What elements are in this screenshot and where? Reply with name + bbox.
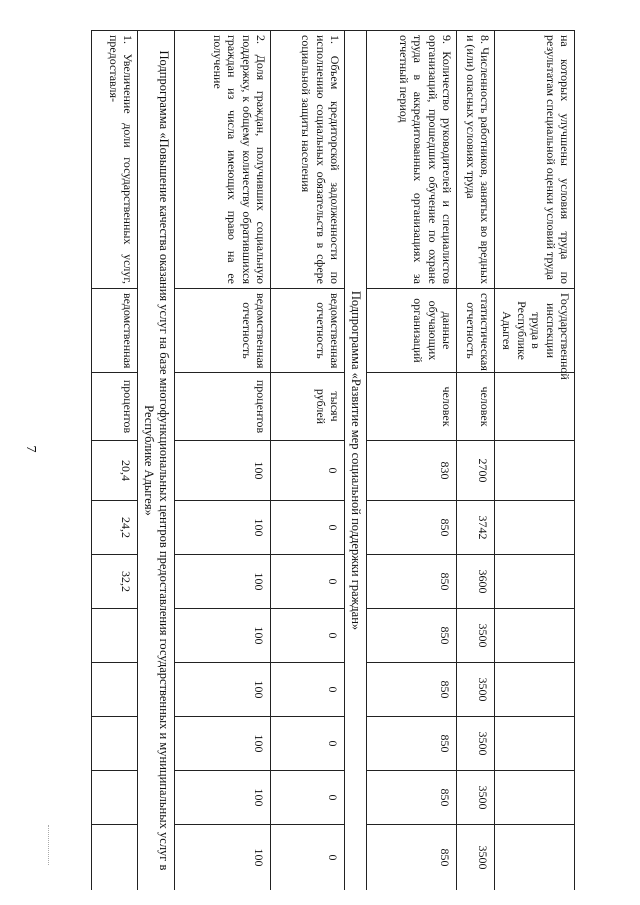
- value-cell: 100: [175, 441, 271, 501]
- indicator-name-cell: 1. Объем кредиторской задолженности по исполнению социальных обязательств в сфере социальной защиты населения: [271, 31, 345, 289]
- value-cell: [495, 663, 575, 717]
- value-cell: [495, 771, 575, 825]
- value-cell: 850: [367, 771, 457, 825]
- document-body: [55, 30, 575, 890]
- value-cell: 850: [367, 663, 457, 717]
- table-row: [92, 31, 138, 891]
- value-cell: 0: [271, 501, 345, 555]
- value-cell: 3500: [457, 609, 495, 663]
- unit-cell: процентов: [175, 373, 271, 441]
- value-cell: 100: [175, 663, 271, 717]
- page-number: 7: [23, 445, 38, 453]
- value-cell: 0: [271, 609, 345, 663]
- indicator-name-cell: 2. Доля граждан, получивших социальную поддержку, к общему количеству обратившихся граждан из числа имеющих право на ее получение: [175, 31, 271, 289]
- value-cell: 850: [367, 501, 457, 555]
- value-cell: 3500: [457, 663, 495, 717]
- unit-cell: процентов: [92, 373, 138, 441]
- value-cell: 0: [271, 663, 345, 717]
- unit-cell: человек: [367, 373, 457, 441]
- value-cell: 100: [175, 501, 271, 555]
- table-row: [495, 31, 575, 891]
- table-row: [271, 31, 345, 891]
- table-row: [367, 31, 457, 891]
- value-cell: 850: [367, 717, 457, 771]
- value-cell: 100: [175, 717, 271, 771]
- unit-cell: тысяч рублей: [271, 373, 345, 441]
- indicator-name-cell: 1. Увеличение доли государственных услуг, предоставля-: [92, 31, 138, 289]
- value-cell: 850: [367, 825, 457, 891]
- section-row: [345, 31, 367, 891]
- subprogram-title: Подпрограмма «Повышение качества оказания услуг на базе многофункциональных центров предоставления государственных и муниципальных услуг в Республике Адыгея»: [138, 31, 175, 891]
- value-cell: 32,2: [92, 555, 138, 609]
- value-cell: 100: [175, 609, 271, 663]
- value-cell: 3500: [457, 825, 495, 891]
- value-cell: [495, 441, 575, 501]
- source-cell: ведомственная отчетность: [175, 289, 271, 373]
- value-cell: [92, 717, 138, 771]
- value-cell: [495, 825, 575, 891]
- value-cell: 0: [271, 555, 345, 609]
- value-cell: [495, 717, 575, 771]
- indicator-name-cell: на которых улучшены условия труда по результатам специальной оценки условий труда: [495, 31, 575, 289]
- value-cell: 3500: [457, 771, 495, 825]
- value-cell: 2700: [457, 441, 495, 501]
- value-cell: 100: [175, 771, 271, 825]
- value-cell: [92, 609, 138, 663]
- value-cell: 850: [367, 609, 457, 663]
- rotated-page: [55, 30, 575, 890]
- value-cell: 0: [271, 717, 345, 771]
- source-cell: ведомственная отчетность: [271, 289, 345, 373]
- value-cell: [92, 771, 138, 825]
- indicator-name-cell: 8. Численность работников, занятых во вредных и (или) опасных условиях труда: [457, 31, 495, 289]
- value-cell: 3600: [457, 555, 495, 609]
- value-cell: 100: [175, 555, 271, 609]
- subprogram-title: Подпрограмма «Развитие мер социальной поддержки граждан»: [345, 31, 367, 891]
- value-cell: 20,4: [92, 441, 138, 501]
- table-row: [457, 31, 495, 891]
- value-cell: 850: [367, 555, 457, 609]
- indicators-table: [91, 30, 575, 890]
- value-cell: [495, 555, 575, 609]
- section-row: [138, 31, 175, 891]
- source-cell: ведомственная: [92, 289, 138, 373]
- margin-mark: [48, 825, 55, 865]
- source-cell: данные обучающих организаций: [367, 289, 457, 373]
- value-cell: [92, 663, 138, 717]
- table-row: [175, 31, 271, 891]
- value-cell: 24,2: [92, 501, 138, 555]
- value-cell: [92, 825, 138, 891]
- unit-cell: человек: [457, 373, 495, 441]
- value-cell: 0: [271, 771, 345, 825]
- table-body: [92, 31, 575, 891]
- value-cell: 3742: [457, 501, 495, 555]
- value-cell: 3500: [457, 717, 495, 771]
- unit-cell: [495, 373, 575, 441]
- source-cell: Государственной инспекции труда в Республике Адыгея: [495, 289, 575, 373]
- value-cell: 830: [367, 441, 457, 501]
- indicator-name-cell: 9. Количество руководителей и специалистов организаций, прошедших обучение по охране труда в аккредитованных организациях за отчетный период: [367, 31, 457, 289]
- value-cell: 0: [271, 441, 345, 501]
- value-cell: 100: [175, 825, 271, 891]
- value-cell: [495, 501, 575, 555]
- value-cell: [495, 609, 575, 663]
- source-cell: статистическая отчетность: [457, 289, 495, 373]
- value-cell: 0: [271, 825, 345, 891]
